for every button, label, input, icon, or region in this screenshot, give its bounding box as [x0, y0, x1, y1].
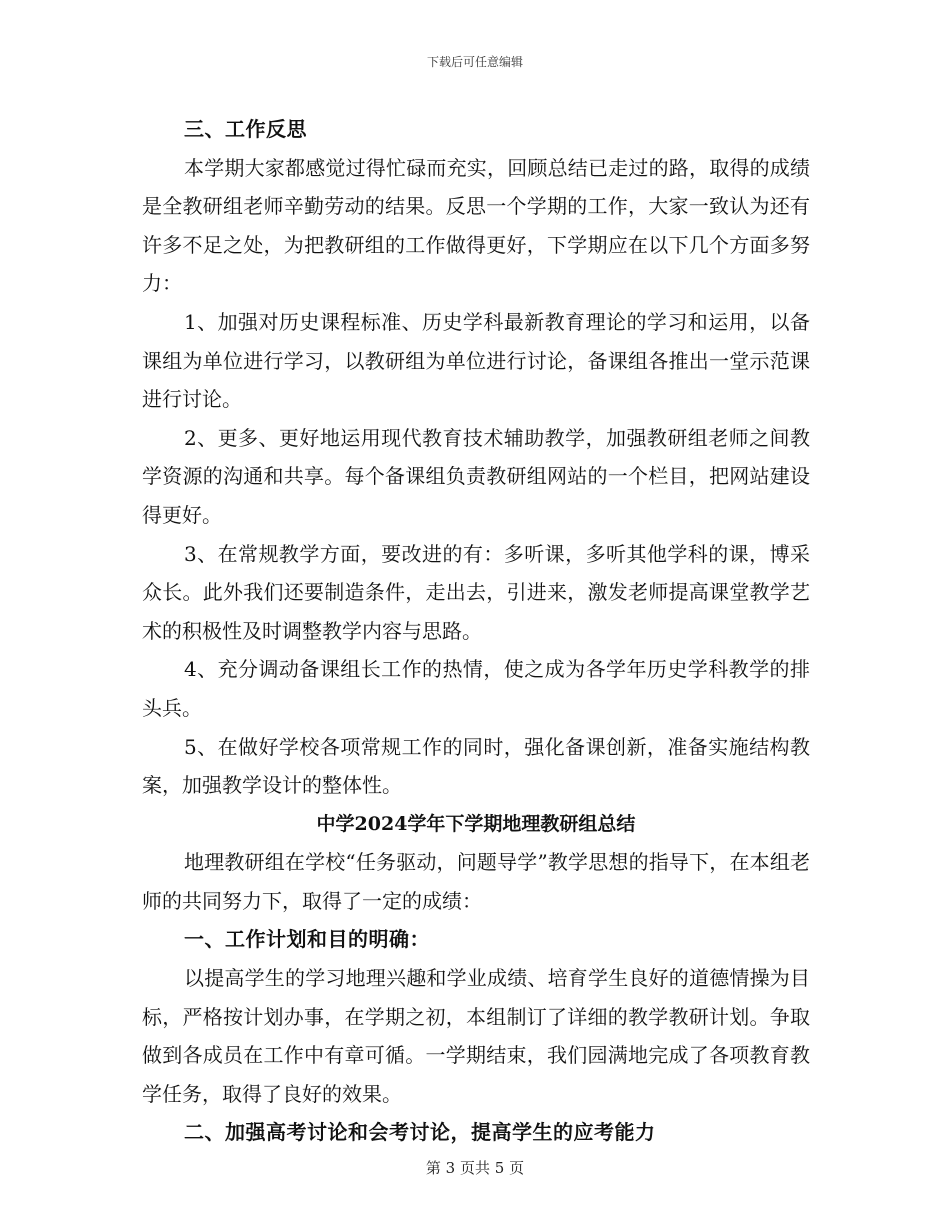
document-title: 中学2024学年下学期地理教研组总结: [316, 812, 636, 835]
reflection-item-4: 4、充分调动备课组长工作的热情，使之成为各学年历史学科教学的排头兵。: [142, 657, 810, 720]
header-note: 下载后可任意编辑: [426, 55, 523, 69]
reflection-intro-paragraph: 本学期大家都感觉过得忙碌而充实，回顾总结已走过的路，取得的成绩是全教研组老师辛勤劳动的结果。反思一个学期的工作，大家一致认为还有许多不足之处，为把教研组的工作做得更好，下学期应在以下几个方面多努力：: [142, 155, 810, 296]
section-one-body: 以提高学生的学习地理兴趣和学业成绩、培育学生良好的道德情操为目标，严格按计划办事，在学期之初，本组制订了详细的教学教研计划。争取做到各成员在工作中有章可循。一学期结束，我们园满地完成了各项教育教学任务，取得了良好的效果。: [142, 966, 810, 1106]
reflection-item-2: 2、更多、更好地运用现代教育技术辅助教学，加强教研组老师之间教学资源的沟通和共享。每个备课组负责教研组网站的一个栏目，把网站建设得更好。: [142, 425, 810, 527]
reflection-item-5: 5、在做好学校各项常规工作的同时，强化备课创新，准备实施结构教案，加强教学设计的整体性。: [142, 734, 810, 798]
page-number: 第 3 页共 5 页: [425, 1159, 525, 1177]
reflection-item-3: 3、在常规教学方面，要改进的有：多听课，多听其他学科的课，博采众长。此外我们还要制造条件，走出去，引进来，激发老师提高课堂教学艺术的积极性及时调整教学内容与思路。: [142, 541, 810, 643]
document-body: [142, 110, 810, 1152]
geo-intro-paragraph: 地理教研组在学校“任务驱动，问题导学”教学思想的指导下，在本组老师的共同努力下，取得了一定的成绩：: [142, 850, 810, 913]
section-heading-one: 一、工作计划和目的明确：: [184, 927, 430, 952]
section-heading-reflection: 三、工作反思: [184, 117, 307, 141]
section-heading-two: 二、加强高考讨论和会考讨论，提高学生的应考能力: [184, 1120, 656, 1145]
reflection-item-1: 1、加强对历史课程标准、历史学科最新教育理论的学习和运用，以备课组为单位进行学习，以教研组为单位进行讨论，备课组各推出一堂示范课进行讨论。: [142, 309, 810, 412]
